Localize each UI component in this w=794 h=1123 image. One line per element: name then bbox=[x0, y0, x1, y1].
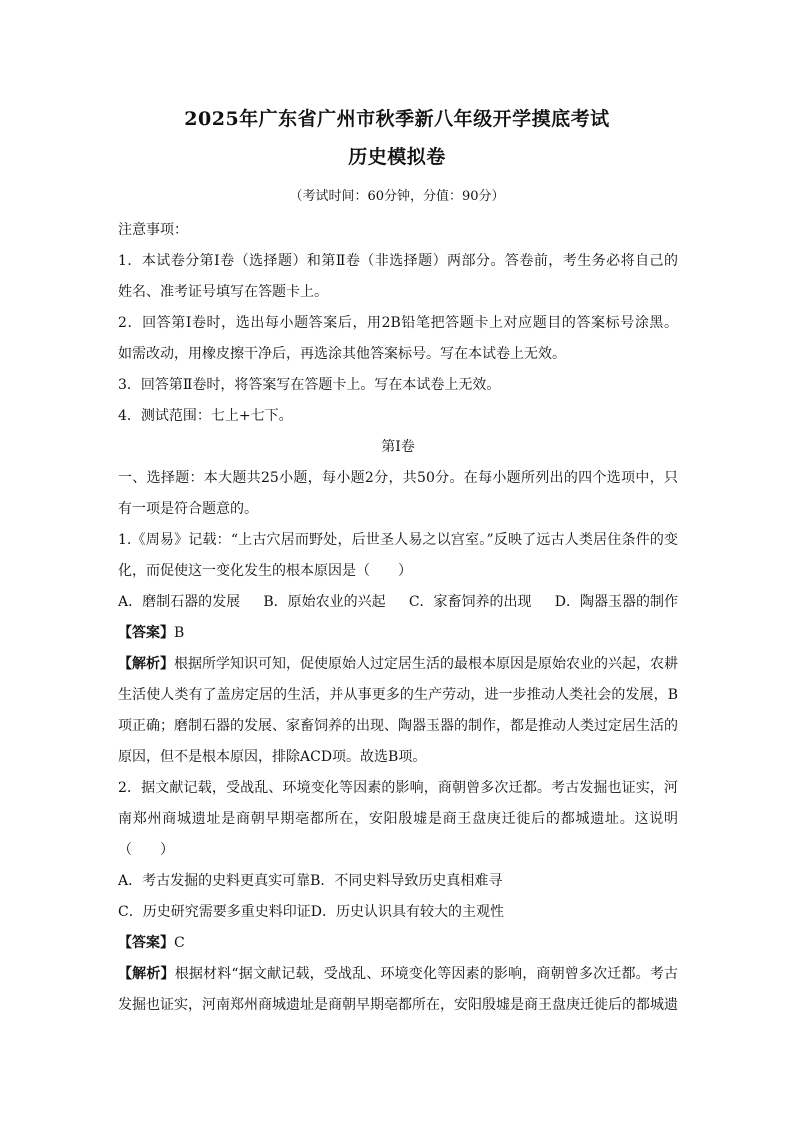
q1-answer bbox=[118, 618, 678, 649]
exam-info: （考试时间：60分钟，分值：90分） bbox=[289, 189, 505, 204]
q1-option-b: B．原始农业的兴起 bbox=[263, 594, 386, 610]
q1-analysis-line-3: 项正确；磨制石器的发展、家畜饲养的出现、陶器玉器的制作，都是推动人类过定居生活的 bbox=[118, 718, 678, 734]
note-item-3: 3．回答第Ⅱ卷时，将答案写在答题卡上。写在本试卷上无效。 bbox=[118, 377, 501, 393]
exam-title: 2025年广东省广州市秋季新八年级开学摸底考试 bbox=[184, 108, 610, 130]
q1-answer-label: 【答案】 bbox=[118, 625, 174, 641]
q2-analysis-label: 【解析】 bbox=[118, 966, 175, 982]
note-item-2-cont: 如需改动，用橡皮擦干净后，再选涂其他答案标号。写在本试卷上无效。 bbox=[118, 346, 566, 362]
notes-heading: 注意事项： bbox=[118, 222, 188, 238]
q1-analysis-line-2: 生活使人类有了盖房定居的生活，并从事更多的生产劳动，进一步推动人类社会的发展，B bbox=[118, 687, 678, 703]
note-item-1-cont: 姓名、准考证号填写在答题卡上。 bbox=[118, 284, 328, 300]
document-body bbox=[118, 215, 678, 1021]
q1-analysis bbox=[118, 649, 678, 680]
q1-analysis-label: 【解析】 bbox=[118, 656, 174, 672]
q1-option-d: D．陶器玉器的制作 bbox=[554, 594, 678, 610]
q2-options-row-2 bbox=[118, 897, 678, 928]
q2-option-a: A．考古发掘的史料更真实可靠 bbox=[118, 873, 311, 889]
q2-stem-paren: （ ） bbox=[118, 842, 174, 858]
q1-options bbox=[118, 587, 678, 618]
q2-option-c: C．历史研究需要多重史料印证 bbox=[118, 904, 311, 920]
q1-option-c: C．家畜饲养的出现 bbox=[408, 594, 532, 610]
note-item-1: 1．本试卷分第Ⅰ卷（选择题）和第Ⅱ卷（非选择题）两部分。答卷前，考生务必将自己的 bbox=[118, 253, 678, 269]
q2-answer-label: 【答案】 bbox=[118, 935, 174, 951]
q1-analysis-line-1: 根据所学知识可知，促使原始人过定居生活的最根本原因是原始农业的兴起，农耕 bbox=[174, 656, 678, 672]
q2-option-d: D．历史认识具有较大的主观性 bbox=[310, 904, 504, 920]
section-instructions: 一、选择题：本大题共25小题，每小题2分，共50分。在每小题所列出的四个选项中，只 bbox=[118, 470, 678, 486]
q1-option-a: A．磨制石器的发展 bbox=[118, 594, 241, 610]
exam-subject-title: 历史模拟卷 bbox=[348, 146, 446, 168]
q1-analysis-line-4: 原因，但不是根本原因，排除ACD项。故选B项。 bbox=[118, 749, 427, 765]
q1-stem: 1.《周易》记载：“上古穴居而野处，后世圣人易之以宫室。”反映了远古人类居住条件的变 bbox=[118, 532, 678, 548]
note-item-2: 2．回答第Ⅰ卷时，选出每小题答案后，用2B铅笔把答题卡上对应题目的答案标号涂黑。 bbox=[118, 315, 678, 331]
section-title: 第Ⅰ卷 bbox=[381, 439, 415, 455]
q1-stem-cont: 化，而促使这一变化发生的根本原因是（ ） bbox=[118, 563, 412, 579]
q2-answer bbox=[118, 928, 678, 959]
q2-analysis-line-2: 发掘也证实，河南郑州商城遗址是商朝早期亳都所在，安阳殷墟是商王盘庚迁徙后的都城遗 bbox=[118, 997, 678, 1013]
q2-stem-cont: 南郑州商城遗址是商朝早期亳都所在，安阳殷墟是商王盘庚迁徙后的都城遗址。这说明 bbox=[118, 811, 678, 827]
q2-analysis bbox=[118, 959, 678, 990]
q2-answer-value: C bbox=[174, 935, 185, 951]
q2-analysis-line-1: 根据材料“据文献记载，受战乱、环境变化等因素的影响，商朝曾多次迁都。考古 bbox=[174, 966, 678, 982]
note-item-4: 4．测试范围：七上+七下。 bbox=[118, 408, 293, 424]
section-instructions-cont: 有一项是符合题意的。 bbox=[118, 501, 258, 517]
q2-option-b: B．不同史料导致历史真相难寻 bbox=[310, 873, 503, 889]
q2-options-row-1 bbox=[118, 866, 678, 897]
q2-stem: 2．据文献记载，受战乱、环境变化等因素的影响，商朝曾多次迁都。考古发掘也证实，河 bbox=[118, 780, 678, 796]
q1-answer-value: B bbox=[174, 625, 185, 641]
